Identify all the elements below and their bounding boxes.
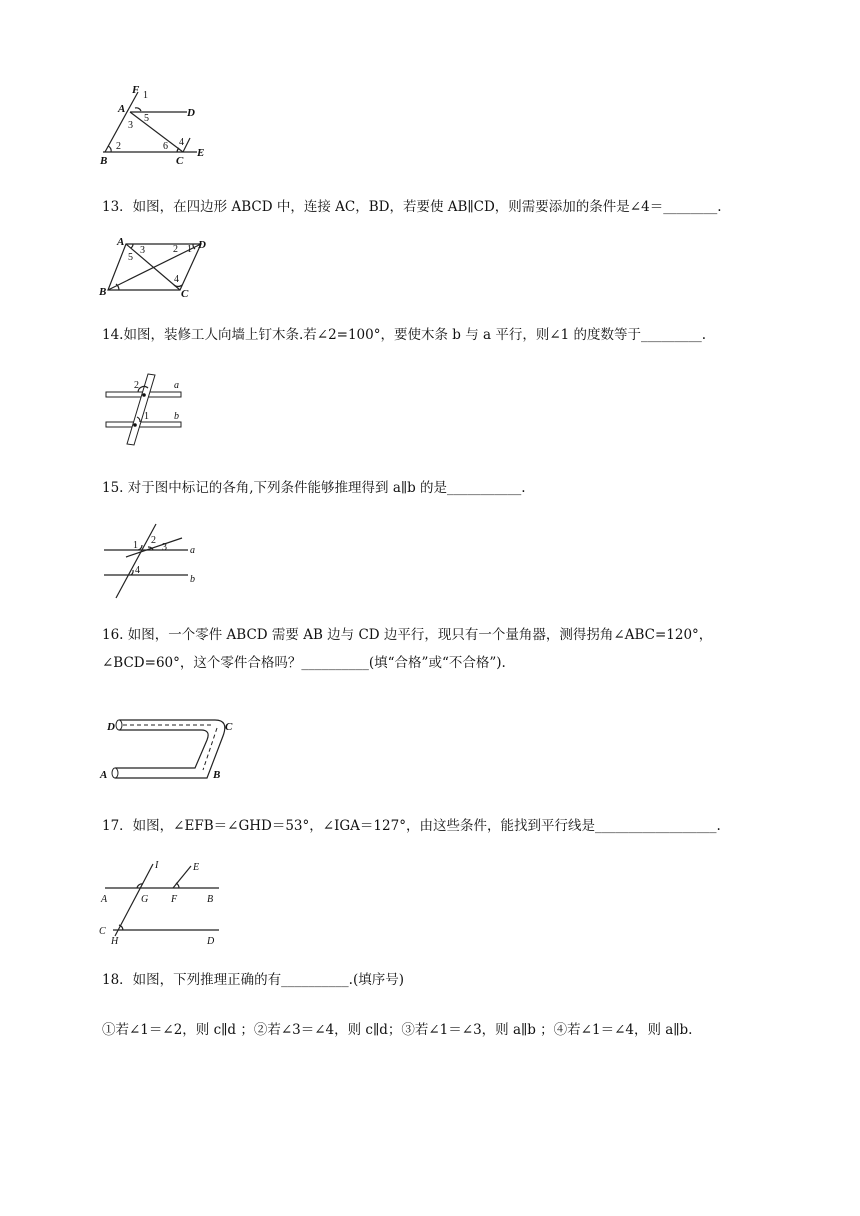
fig17-label: C — [99, 926, 106, 937]
fig12-label: F — [132, 84, 140, 96]
fig15-label: 3 — [162, 542, 167, 553]
fig17-label: A — [101, 894, 108, 905]
question-14: 14.如图，装修工人向墙上钉木条.若∠2=100°，要使木条 b 与 a 平行，则∠1 的度数等于_________. — [102, 327, 707, 343]
fig13-label: A — [117, 236, 125, 248]
fig13-label: 2 — [173, 244, 178, 255]
fig15-label: 2 — [151, 535, 156, 546]
fig15-label: 4 — [135, 565, 140, 576]
fig17-label: B — [207, 894, 214, 905]
fig14-label: 1 — [144, 411, 149, 422]
fig14-label: a — [174, 380, 179, 391]
fig13-label: C — [181, 288, 189, 300]
fig15-label: b — [190, 574, 195, 585]
fig12-label: 5 — [144, 113, 149, 124]
fig12-label: 6 — [163, 141, 168, 152]
fig12-label: 3 — [128, 120, 133, 131]
fig17-label: I — [155, 860, 159, 871]
fig12-label: 1 — [143, 90, 148, 101]
fig17-label: D — [207, 936, 215, 947]
fig14-label: 2 — [134, 380, 139, 391]
fig13-label: 4 — [174, 274, 179, 285]
fig13-label: B — [99, 286, 107, 298]
question-15: 15. 对于图中标记的各角,下列条件能够推理得到 a∥b 的是___________. — [102, 480, 526, 496]
fig12-label: E — [197, 147, 205, 159]
fig14-label: b — [174, 411, 179, 422]
fig13-label: 3 — [140, 245, 145, 256]
question-13: 13．如图，在四边形 ABCD 中，连接 AC，BD，若要使 AB∥CD，则需要添加的条件是∠4＝________. — [102, 199, 722, 215]
fig12-label: 4 — [179, 137, 184, 148]
figure-12 — [95, 84, 220, 170]
question-16: 16. 如图，一个零件 ABCD 需要 AB 边与 CD 边平行，现只有一个量角器，测得拐角∠ABC=120°，∠BCD=60°，这个零件合格吗？__________(填“合格”或“不合格”). — [102, 627, 713, 671]
fig16-label: B — [213, 769, 221, 781]
fig12-label: A — [118, 103, 126, 115]
question-17: 17．如图，∠EFB＝∠GHD＝53°，∠IGA＝127°，由这些条件，能找到平行线是__________________. — [102, 818, 721, 834]
question-18: 18．如图，下列推理正确的有__________.(填序号) — [102, 972, 405, 988]
fig12-label: B — [100, 155, 108, 167]
fig12-label: C — [176, 155, 184, 167]
fig17-label: E — [193, 862, 200, 873]
fig12-label: D — [187, 107, 195, 119]
fig13-label: 5 — [128, 252, 133, 263]
question-18-options: ①若∠1＝∠2，则 c∥d ；②若∠3＝∠4，则 c∥d；③若∠1＝∠3，则 a∥b ；④若∠1＝∠4，则 a∥b. — [102, 1022, 693, 1038]
fig16-label: C — [225, 721, 233, 733]
figure-13 — [95, 236, 215, 300]
fig17-label: F — [171, 894, 178, 905]
fig15-label: 1 — [133, 540, 138, 551]
figure-17 — [95, 858, 225, 946]
fig16-label: A — [100, 769, 108, 781]
fig13-label: D — [198, 239, 206, 251]
fig17-label: H — [111, 936, 119, 947]
figure-14 — [100, 372, 190, 447]
figure-16 — [95, 712, 245, 790]
figure-15 — [100, 522, 205, 602]
fig16-label: D — [107, 721, 115, 733]
fig15-label: a — [190, 545, 195, 556]
fig13-label: 1 — [187, 244, 192, 255]
fig17-label: G — [141, 894, 149, 905]
fig12-label: 2 — [116, 141, 121, 152]
